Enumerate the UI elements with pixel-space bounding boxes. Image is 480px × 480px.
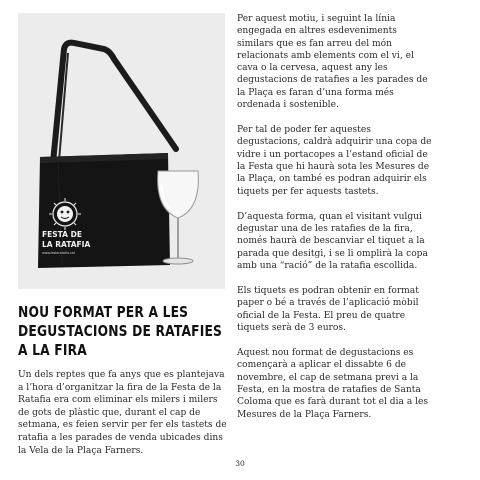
article-paragraph: Els tiquets es podran obtenir en format paper o bé a través de l’aplicació mòbil oficial de la Festa. El preu de quatre tiquets serà de 3 euros.	[237, 286, 419, 333]
article-paragraph: Per tal de poder fer aquestes degustacions, caldrà adquirir una copa de vidre i un portacopes a l’estand oficial de la Festa que hi haurà sota les Mesures de la Plaça, on també es podran adquirir els tiquets per fer aquests tastets.	[237, 125, 432, 197]
bag-url: www.festaratafia.cat	[42, 251, 75, 255]
page-number: 30	[235, 459, 245, 468]
article-heading: NOU FORMAT PER A LES DEGUSTACIONS DE RATAFIES A LA FIRA	[18, 303, 223, 359]
article-intro: Un dels reptes que fa anys que es plantejava a l’hora d’organitzar la fira de la Festa de la Ratafia era com eliminar els milers i milers de gots de plàstic que, durant el cap de setmana, es feien servir per fer els tastets de ratafia a les parades de venda ubicades dins la Vela de la Plaça Farners.	[18, 370, 227, 456]
bag-logo-line1: FESTA DE	[42, 230, 82, 239]
article-paragraph: D’aquesta forma, quan el visitant vulgui degustar una de les ratafies de la fira, només haurà de bescanviar el tiquet a la parada que desitgi, i se li omplirà la copa amb una “ració” de la ratafia escollida.	[237, 211, 428, 271]
article-paragraph: Per aquest motiu, i seguint la línia engegada en altres esdeveniments similars que es fan arreu del món relacionats amb elements com el vi, el cava o la cervesa, aquest any les degustacions de ratafies a les parades de la Plaça es faran d’una forma més ordenada i sostenible.	[237, 14, 428, 111]
article-body	[237, 13, 435, 434]
article-paragraph: Aquest nou format de degustacions es començarà a aplicar el dissabte 6 de novembre, el cap de setmana previ a la Festa, en la mostra de ratafies de Santa Coloma que es farà durant tot el dia a les Mesures de la Plaça Farners.	[237, 348, 429, 420]
product-photo	[18, 13, 225, 289]
bag-logo-line2: LA RATAFIA	[42, 240, 91, 249]
